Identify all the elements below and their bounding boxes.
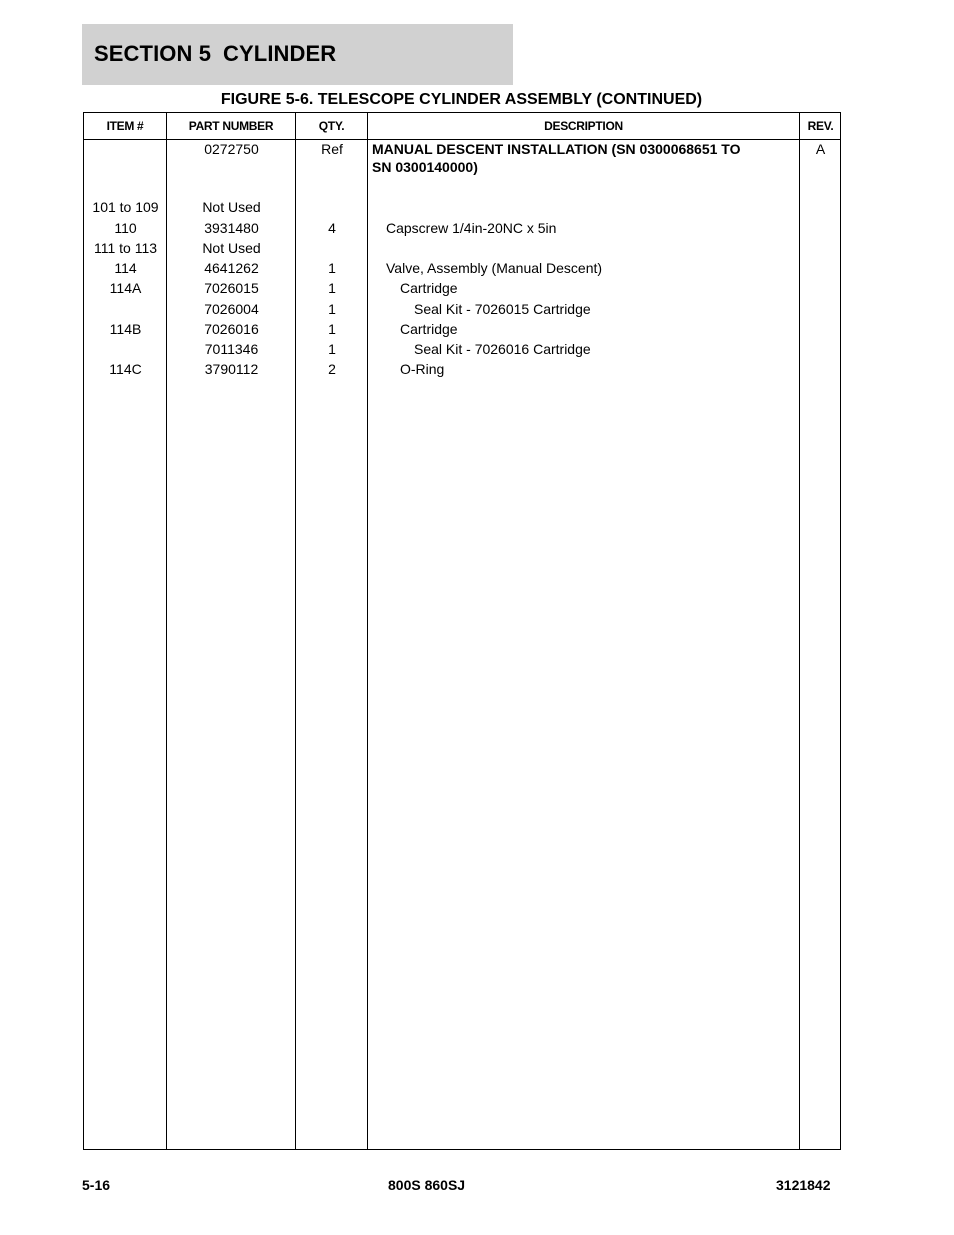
section-number: SECTION 5 [94, 41, 212, 66]
table-row [84, 238, 842, 258]
item-number-cell: 114 [114, 260, 137, 276]
column-header-part-number: PART NUMBER [188, 119, 274, 133]
description-cell: Seal Kit - 7026015 Cartridge [414, 301, 591, 317]
item-number-cell: 114B [109, 321, 142, 337]
quantity-cell: 1 [328, 260, 336, 276]
quantity-cell: 1 [328, 321, 336, 337]
description-cell: O-Ring [400, 361, 445, 377]
page-number: 5-16 [82, 1177, 111, 1193]
part-number-cell: Not Used [202, 199, 261, 215]
part-number-cell: 7026015 [204, 280, 259, 296]
table-row [84, 218, 842, 238]
description-cell: Cartridge [400, 321, 458, 337]
quantity-cell: Ref [321, 141, 343, 157]
item-number-cell: 111 to 113 [93, 240, 158, 256]
quantity-cell: 2 [328, 361, 336, 377]
part-number-cell: 7026016 [204, 321, 259, 337]
column-header-qty: QTY. [318, 119, 345, 133]
figure-title: FIGURE 5-6. TELESCOPE CYLINDER ASSEMBLY (CONTINUED) [220, 91, 703, 108]
quantity-cell: 4 [328, 220, 336, 236]
description-cell: MANUAL DESCENT INSTALLATION (SN 0300068651 TO SN 0300140000) [372, 141, 741, 175]
table-row [84, 339, 842, 359]
column-header-rev: REV. [807, 119, 834, 133]
part-number-cell: 3931480 [204, 220, 259, 236]
revision-cell: A [815, 141, 826, 157]
part-number-cell: 7011346 [204, 341, 259, 357]
quantity-cell: 1 [328, 280, 336, 296]
table-row [84, 319, 842, 339]
section-title: CYLINDER [223, 41, 337, 66]
document-number: 3121842 [776, 1177, 831, 1193]
table-row [84, 197, 842, 217]
table-row [84, 359, 842, 379]
item-number-cell: 114C [109, 361, 142, 377]
description-cell: Valve, Assembly (Manual Descent) [386, 260, 603, 276]
quantity-cell: 1 [328, 301, 336, 317]
description-cell: Capscrew 1/4in-20NC x 5in [386, 220, 557, 236]
table-row [84, 139, 842, 175]
part-number-cell: 4641262 [204, 260, 259, 276]
parts-table [83, 112, 841, 1150]
table-row [84, 299, 842, 319]
column-header-item: ITEM # [106, 119, 144, 133]
quantity-cell: 1 [328, 341, 336, 357]
table-row [84, 258, 842, 278]
part-number-cell: Not Used [202, 240, 261, 256]
section-header [82, 24, 513, 85]
item-number-cell: 114A [109, 280, 142, 296]
part-number-cell: 0272750 [204, 141, 259, 157]
part-number-cell: 7026004 [204, 301, 259, 317]
column-header-description: DESCRIPTION [544, 119, 623, 133]
model-name: 800S 860SJ [388, 1177, 466, 1193]
item-number-cell: 101 to 109 [92, 199, 159, 215]
part-number-cell: 3790112 [204, 361, 259, 377]
description-cell: Cartridge [400, 280, 458, 296]
item-number-cell: 110 [114, 220, 137, 236]
table-row [84, 278, 842, 298]
description-cell: Seal Kit - 7026016 Cartridge [414, 341, 591, 357]
